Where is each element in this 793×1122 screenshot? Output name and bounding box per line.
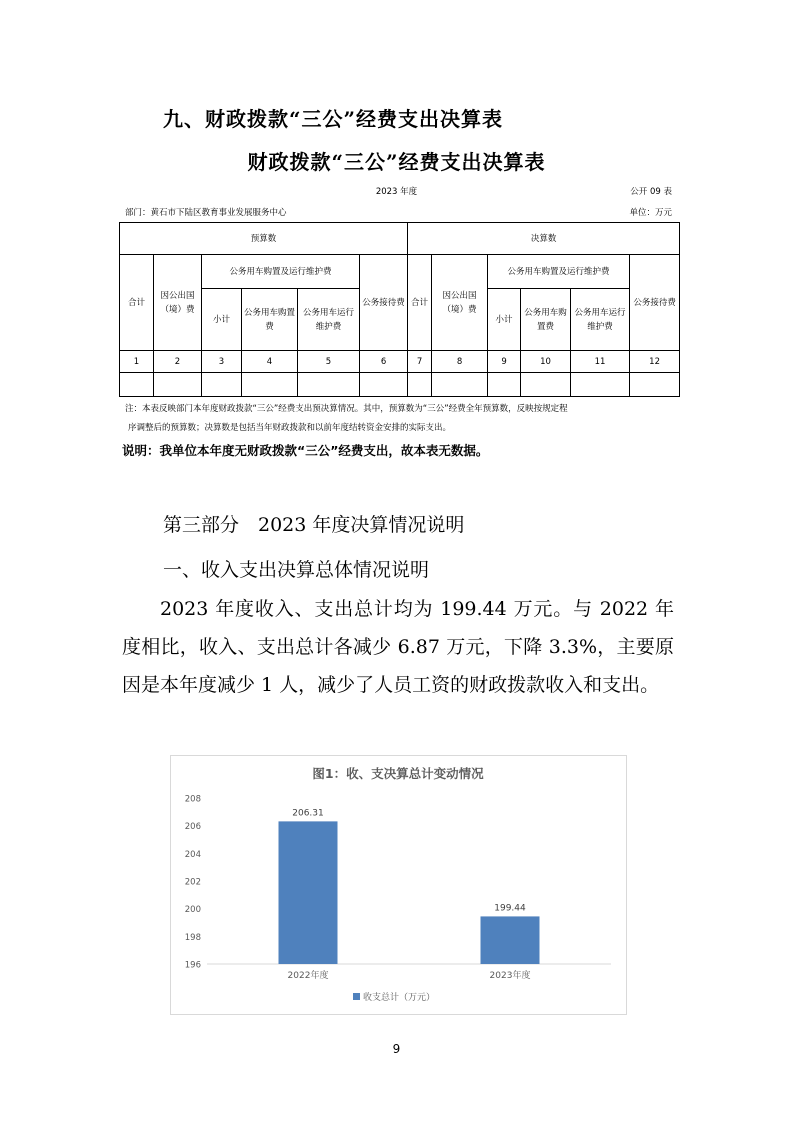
final-abroad-header: 因公出国（境）费 — [432, 255, 488, 351]
table-title: 财政拨款“三公”经费支出决算表 — [247, 150, 546, 174]
y-tick-label: 200 — [184, 905, 201, 916]
y-tick-label: 202 — [184, 877, 201, 888]
three-public-expenses-table — [119, 222, 680, 397]
data-label: 199.44 — [494, 903, 526, 914]
department-label: 部门：黄石市下陆区教育事业发展服务中心 — [125, 208, 287, 218]
unit-label: 单位：万元 — [629, 208, 672, 218]
budget-purchase-header: 公务用车购置费 — [242, 289, 298, 351]
explanation-text: 说明：我单位本年度无财政拨款“三公”经费支出，故本表无数据。 — [122, 443, 489, 458]
income-expense-bar-chart — [171, 756, 626, 1014]
budget-operation-header: 公务用车运行维护费 — [298, 289, 360, 351]
col-number: 7 — [408, 351, 432, 373]
budget-header: 预算数 — [120, 223, 408, 255]
final-total-header: 合计 — [408, 255, 432, 351]
final-subtotal-header: 小计 — [488, 289, 521, 351]
summary-paragraph — [122, 590, 674, 704]
budget-subtotal-header: 小计 — [202, 289, 242, 351]
bar-2022年度 — [279, 821, 338, 964]
col-number: 5 — [298, 351, 360, 373]
final-reception-header: 公务接待费 — [630, 255, 680, 351]
empty-data-row — [120, 373, 680, 397]
y-tick-label: 196 — [184, 960, 201, 971]
col-number: 8 — [432, 351, 488, 373]
budget-total-header: 合计 — [120, 255, 154, 351]
x-tick-label: 2023年度 — [489, 971, 531, 981]
chart-title: 图1：收、支决算总计变动情况 — [312, 766, 484, 781]
final-header: 决算数 — [408, 223, 680, 255]
section-heading: 九、财政拨款“三公”经费支出决算表 — [163, 107, 504, 131]
y-tick-label: 206 — [184, 822, 201, 833]
col-number: 9 — [488, 351, 521, 373]
column-number-row — [120, 351, 680, 373]
bar-2023年度 — [481, 916, 540, 964]
budget-reception-header: 公务接待费 — [360, 255, 408, 351]
summary-paragraph-text: 2023 年度收入、支出总计均为 199.44 万元。与 2022 年度相比，收入、支出总计各减少 6.87 万元，下降 3.3%，主要原因是本年度减少 1 人，减少了人员工资的财政拨款收入和支出。 — [122, 598, 674, 696]
y-tick-label: 198 — [184, 932, 201, 943]
section1-title: 一、收入支出决算总体情况说明 — [163, 559, 430, 581]
data-label: 206.31 — [292, 808, 324, 819]
final-purchase-header: 公务用车购置费 — [521, 289, 571, 351]
part3-title: 第三部分 2023 年度决算情况说明 — [163, 514, 465, 536]
y-tick-label: 204 — [184, 849, 201, 860]
legend-swatch — [353, 993, 360, 1000]
budget-vehicle-header: 公务用车购置及运行维护费 — [202, 255, 360, 289]
x-tick-label: 2022年度 — [287, 971, 329, 981]
legend-label: 收支总计（万元） — [363, 993, 436, 1003]
table-note-line2: 序调整后的预算数；决算数是包括当年财政拨款和以前年度结转资金安排的实际支出。 — [128, 423, 452, 433]
col-number: 12 — [630, 351, 680, 373]
final-operation-header: 公务用车运行维护费 — [571, 289, 630, 351]
col-number: 6 — [360, 351, 408, 373]
col-number: 4 — [242, 351, 298, 373]
budget-abroad-header: 因公出国（境）费 — [154, 255, 202, 351]
col-number: 10 — [521, 351, 571, 373]
page-number: 9 — [392, 1042, 401, 1056]
col-number: 3 — [202, 351, 242, 373]
col-number: 11 — [571, 351, 630, 373]
form-number: 公开 09 表 — [630, 187, 672, 197]
table-note-line1: 注：本表反映部门本年度财政拨款“三公”经费支出预决算情况。其中，预算数为“三公”经费全年预算数，反映按规定程 — [125, 404, 568, 414]
y-tick-label: 208 — [184, 794, 201, 805]
col-number: 2 — [154, 351, 202, 373]
chart-frame — [170, 755, 627, 1015]
final-vehicle-header: 公务用车购置及运行维护费 — [488, 255, 630, 289]
col-number: 1 — [120, 351, 154, 373]
table-year: 2023 年度 — [375, 187, 418, 197]
